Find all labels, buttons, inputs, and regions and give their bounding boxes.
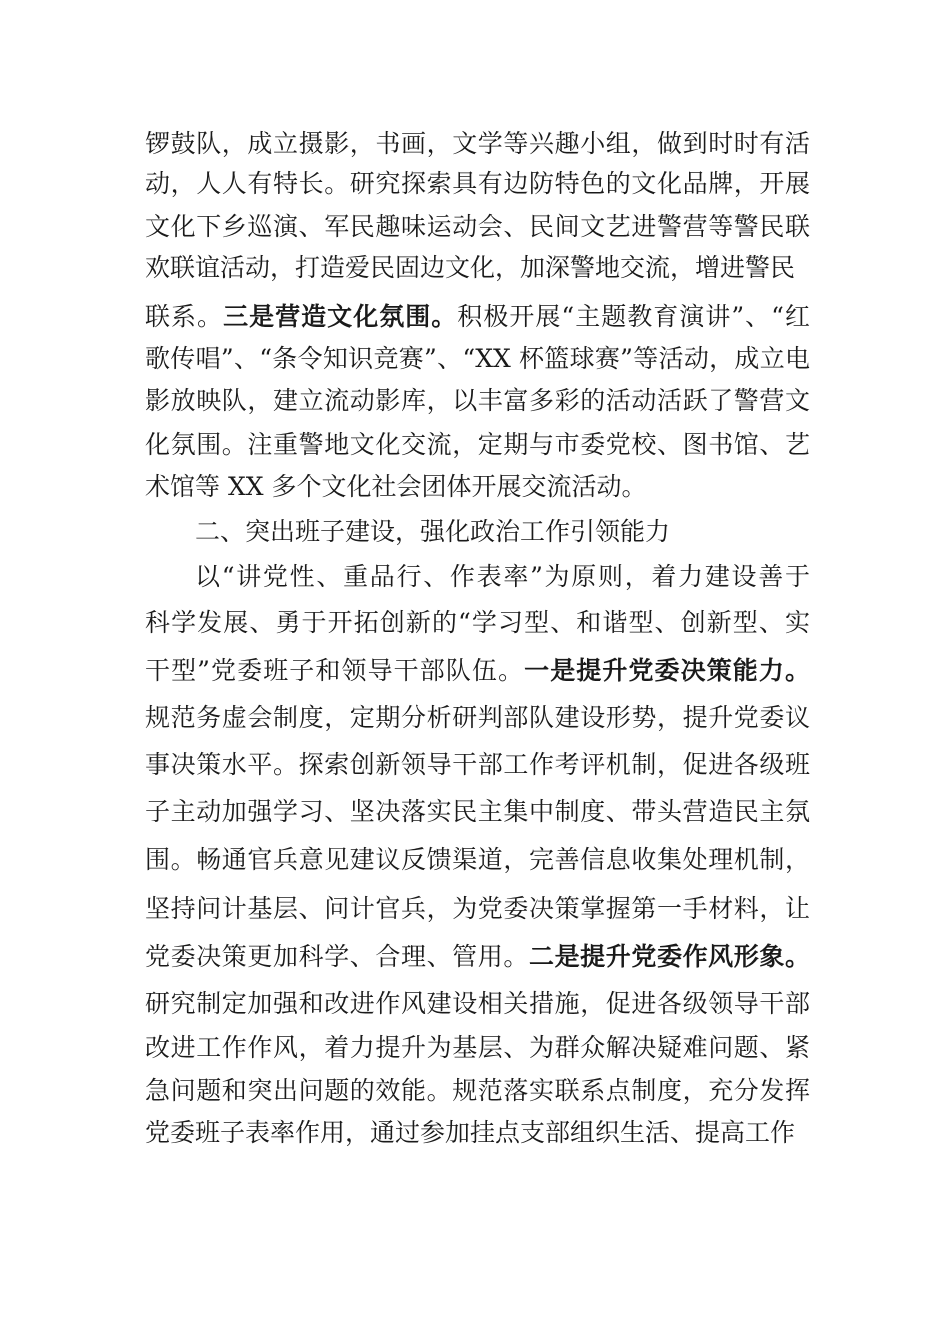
paragraph-line: 科学发展、勇于开拓创新的“学习型、和谐型、创新型、实 — [145, 608, 810, 637]
line-text-pre: 联系。 — [145, 302, 224, 331]
paragraph-line: 术馆等 XX 多个文化社会团体开展交流活动。 — [145, 472, 647, 501]
paragraph-line: 歌传唱”、“条令知识竞赛”、“XX 杯篮球赛”等活动，成立电 — [145, 344, 810, 373]
paragraph-line: 锣鼓队，成立摄影，书画，文学等兴趣小组，做到时时有活 — [145, 129, 810, 158]
paragraph-line: 文化下乡巡演、军民趣味运动会、民间文艺进警营等警民联 — [145, 212, 810, 241]
paragraph-line: 党委班子表率作用，通过参加挂点支部组织生活、提高工作 — [145, 1118, 796, 1147]
line-text-pre: 党委决策更加科学、合理、管用。 — [145, 942, 529, 971]
paragraph-line: 影放映队，建立流动影库，以丰富多彩的活动活跃了警营文 — [145, 386, 810, 415]
paragraph-line: 动，人人有特长。研究探索具有边防特色的文化品牌，开展 — [145, 169, 810, 198]
paragraph-line: 子主动加强学习、坚决落实民主集中制度、带头营造民主氛 — [145, 797, 810, 826]
paragraph-line: 改进工作作风，着力提升为基层、为群众解决疑难问题、紧 — [145, 1033, 810, 1062]
paragraph-line: 以“讲党性、重品行、作表率”为原则，着力建设善于 — [195, 562, 810, 591]
paragraph-line: 坚持问计基层、问计官兵，为党委决策掌握第一手材料，让 — [145, 894, 810, 923]
paragraph-line-with-heading — [145, 297, 810, 337]
inline-subheading: 三是营造文化氛围。 — [223, 302, 458, 331]
paragraph-line: 化氛围。注重警地文化交流，定期与市委党校、图书馆、艺 — [145, 430, 810, 459]
section-heading: 二、突出班子建设，强化政治工作引领能力 — [195, 517, 671, 546]
paragraph-line-with-heading — [145, 651, 810, 691]
inline-subheading: 一是提升党委决策能力。 — [524, 656, 810, 685]
paragraph-line: 事决策水平。探索创新领导干部工作考评机制，促进各级班 — [145, 750, 810, 779]
inline-subheading: 二是提升党委作风形象。 — [528, 942, 810, 971]
paragraph-line: 欢联谊活动，打造爱民固边文化，加深警地交流，增进警民 — [145, 253, 796, 282]
paragraph-line-with-heading — [145, 937, 810, 977]
paragraph-line: 围。畅通官兵意见建议反馈渠道，完善信息收集处理机制， — [145, 845, 810, 874]
paragraph-line: 研究制定加强和改进作风建设相关措施，促进各级领导干部 — [145, 989, 810, 1018]
paragraph-line: 急问题和突出问题的效能。规范落实联系点制度，充分发挥 — [145, 1076, 810, 1105]
line-text-post: 积极开展“主题教育演讲”、“红 — [457, 302, 810, 331]
line-text-pre: 干型”党委班子和领导干部队伍。 — [145, 656, 525, 685]
paragraph-line: 规范务虚会制度，定期分析研判部队建设形势，提升党委议 — [145, 703, 810, 732]
